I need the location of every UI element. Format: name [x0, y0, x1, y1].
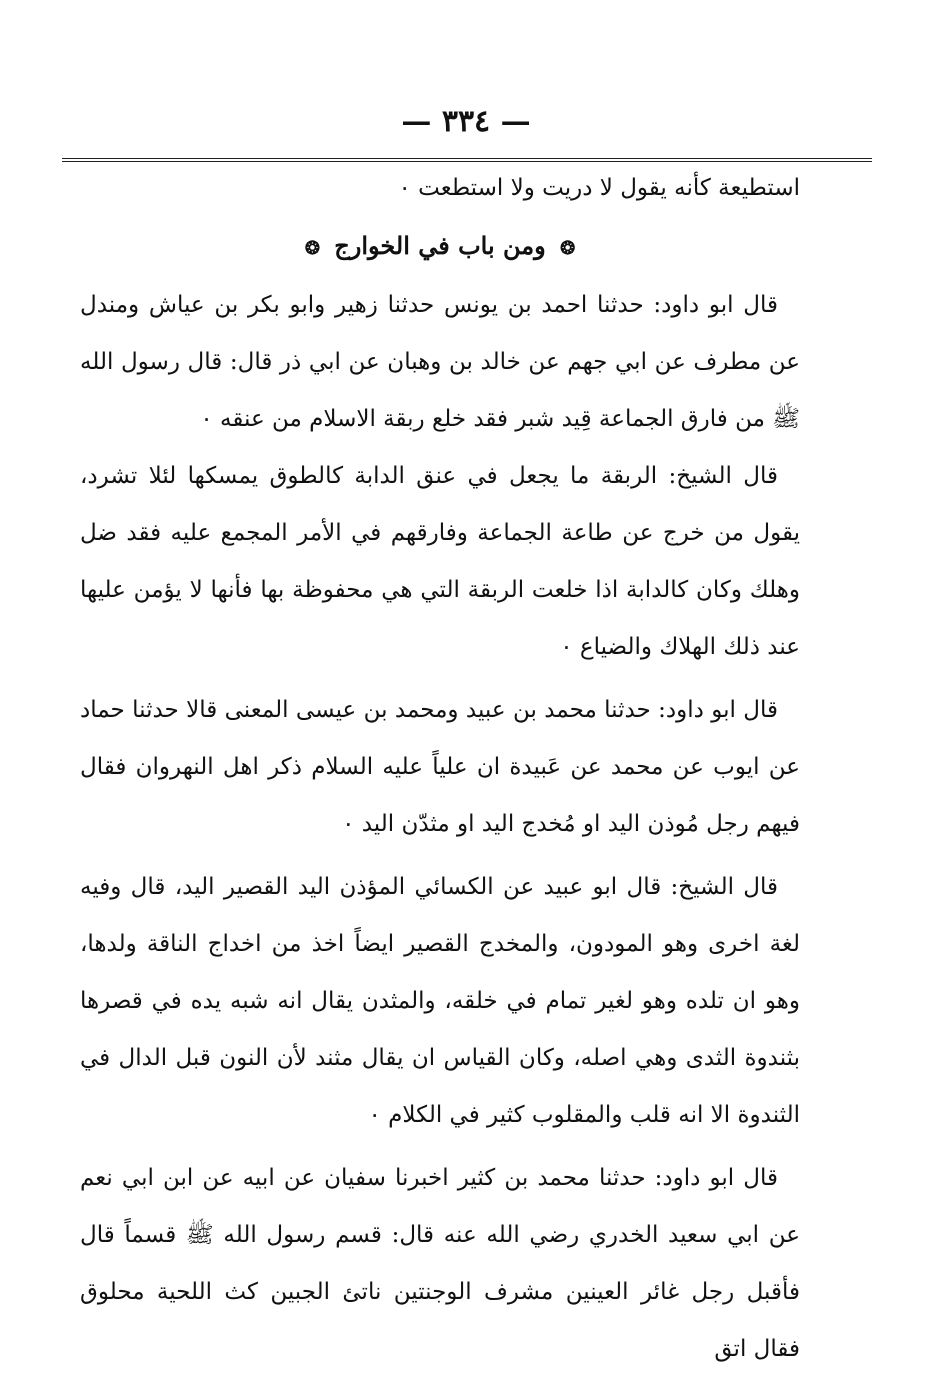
page-number: — ٣٣٤ —	[401, 104, 531, 139]
chapter-title: ومن باب في الخوارج	[334, 231, 546, 260]
ornament-icon: ❂	[304, 238, 320, 259]
paragraph-hadith-3: قال ابو داود: حدثنا محمد بن كثير اخبرنا سفيان عن ابيه عن ابن ابي نعم عن ابي سعيد الخدري رضي الله عنه قال: قسم رسول الله ﷺ قسماً قال فأقبل رجل غائر العينين مشرف الوجنتين ناتئ الجبين كث اللحية محلوق فقال اتق	[80, 1165, 800, 1362]
paragraph-commentary-1: قال الشيخ: الربقة ما يجعل في عنق الدابة كالطوق يمسكها لئلا تشرد، يقول من خرج عن طاعة الجماعة وفارقهم في الأمر المجمع عليه فقد ضل وهلك وكان كالدابة اذا خلعت الربقة التي هي محفوظة بها فأنها لا يؤمن عليها عند ذلك الهلاك والضياع ٠	[80, 463, 800, 660]
chapter-heading	[80, 217, 800, 277]
continuation-line: استطيعة كأنه يقول لا دريت ولا استطعت ٠	[398, 175, 800, 201]
paragraph-hadith-1: قال ابو داود: حدثنا احمد بن يونس حدثنا زهير وابو بكر بن عياش ومندل عن مطرف عن ابي جهم عن خالد بن وهبان عن ابي ذر قال: قال رسول الله ﷺ من فارق الجماعة قِيد شبر فقد خلع ربقة الاسلام من عنقه ٠	[80, 292, 800, 432]
body-text	[80, 160, 800, 1378]
paragraph-commentary-2: قال الشيخ: قال ابو عبيد عن الكسائي المؤذن اليد القصير اليد، قال وفيه لغة اخرى وهو المودون، والمخدج القصير ايضاً اخذ من اخداج الناقة ولدها، وهو ان تلده وهو لغير تمام في خلقه، والمثدن يقال انه شبه يده في قصرها بثندوة الثدى وهي اصله، وكان القياس ان يقال مثند لأن النون قبل الدال في الثندوة الا انه قلب والمقلوب كثير في الكلام ٠	[80, 874, 800, 1128]
paragraph-hadith-2: قال ابو داود: حدثنا محمد بن عبيد ومحمد بن عيسى المعنى قالا حدثنا حماد عن ايوب عن محمد عن عَبيدة ان علياً عليه السلام ذكر اهل النهروان فقال فيهم رجل مُوذن اليد او مُخدج اليد او مثدّن اليد ٠	[80, 697, 800, 837]
ornament-icon: ❂	[560, 238, 576, 259]
